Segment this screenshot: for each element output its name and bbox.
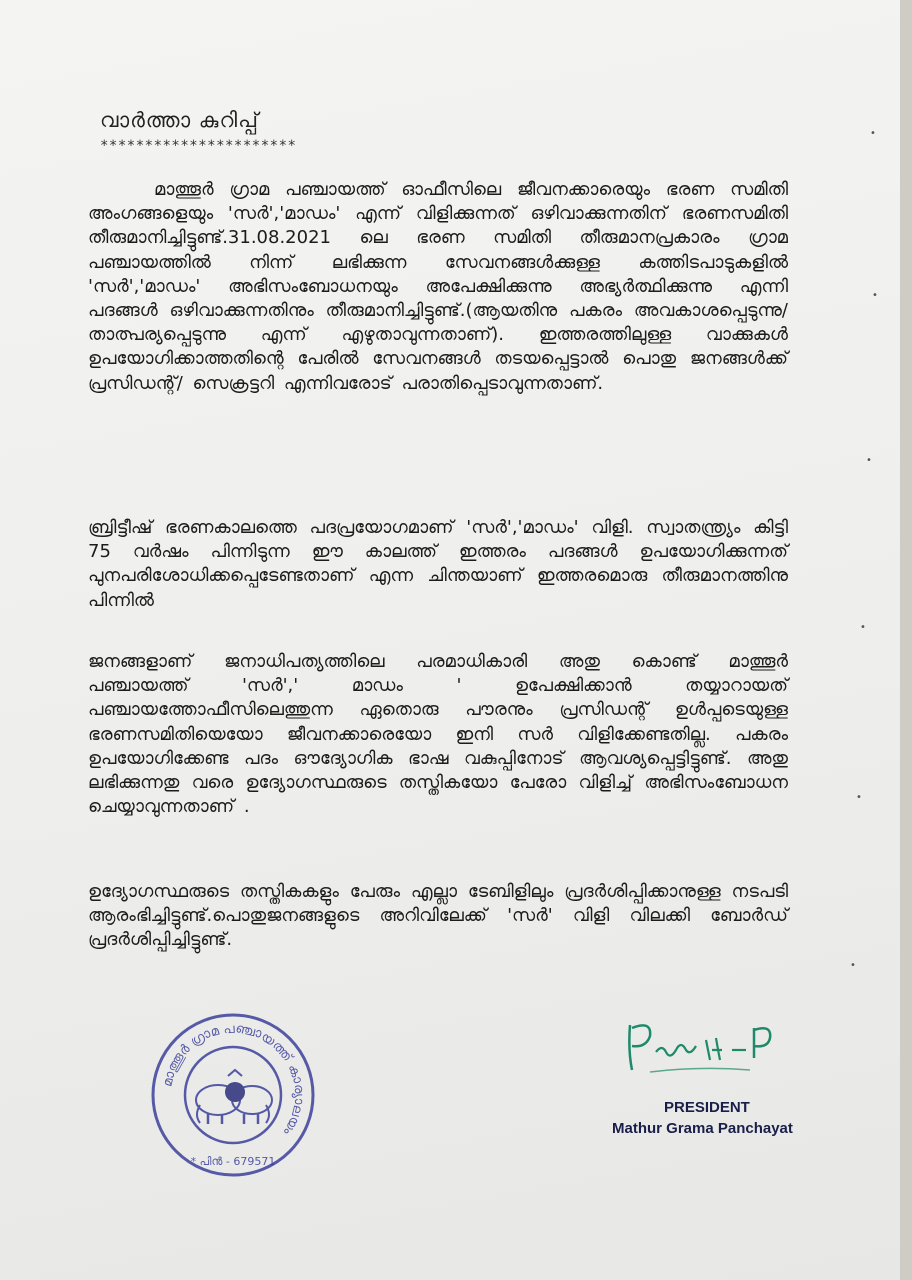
press-note-heading: വാർത്താ കുറിപ്പ് (100, 108, 259, 132)
panchayat-seal (148, 1010, 318, 1180)
president-signature (620, 1010, 800, 1090)
margin-speck: • (872, 290, 878, 301)
svg-text:* പിൻ - 679571: * പിൻ - 679571 (190, 1155, 276, 1168)
margin-speck: • (860, 622, 866, 633)
paragraph-3: ജനങ്ങളാണ് ജനാധിപത്യത്തിലെ പരമാധികാരി അതു കൊണ്ട് മാത്തൂർ പഞ്ചായത്ത് 'സർ',' മാഡം ' ഉപേക്ഷിക്കാൻ തയ്യാറായത് പഞ്ചായത്തോഫീസിലെത്തുന്ന ഏതൊരു പൗരനും പ്രസിഡന്റ് ഉൾപ്പടെയുള്ള ഭരണസമിതിയെയോ ജീവനക്കാരെയോ ഇനി സർ വിളിക്കേണ്ടതില്ല. പകരം ഉപയോഗിക്കേണ്ട പദം ഔദ്യോഗിക ഭാഷ വകുപ്പിനോട് ആവശ്യപ്പെട്ടിട്ടുണ്ട്. അതു ലഭിക്കുന്നതു വരെ ഉദ്യോഗസ്ഥരുടെ തസ്തികയോ പേരോ വിളിച്ച് അഭിസംബോധന ചെയ്യാവുന്നതാണ് . (88, 651, 788, 818)
signatory-title: PRESIDENT (664, 1099, 750, 1116)
paragraph-1: മാത്തൂർ ഗ്രാമ പഞ്ചായത്ത് ഓഫീസിലെ ജീവനക്കാരെയും ഭരണ സമിതി അംഗങ്ങളെയും 'സർ','മാഡം' എന്ന് വിളിക്കുന്നത് ഒഴിവാക്കുന്നതിന് ഭരണസമിതി തീരുമാനിച്ചിട്ടുണ്ട്.31.08.2021 ലെ ഭരണ സമിതി തീരുമാനപ്രകാരം ഗ്രാമ പഞ്ചായത്തിൽ നിന്ന് ലഭിക്കുന്ന സേവനങ്ങൾക്കുള്ള കത്തിടപാടുകളിൽ 'സർ','മാഡം' അഭിസംബോധനയും അപേക്ഷിക്കുന്നു അഭ്യർത്ഥിക്കുന്നു എന്നി പദങ്ങൾ ഒഴിവാക്കുന്നതിനും തീരുമാനിച്ചിട്ടുണ്ട്.(ആയതിനു പകരം അവകാശപ്പെടുന്നു/താത്പര്യപ്പെടുന്നു എന്ന് എഴുതാവുന്നതാണ്). ഇത്തരത്തിലുള്ള വാക്കുകൾ ഉപയോഗിക്കാത്തതിന്റെ പേരിൽ സേവനങ്ങൾ തടയപ്പെട്ടാൽ പൊതു ജനങ്ങൾക്ക് പ്രസിഡന്റ്/ സെക്രട്ടറി എന്നിവരോട് പരാതിപ്പെടാവുന്നതാണ്. (88, 179, 788, 394)
margin-speck: • (870, 128, 876, 139)
svg-text:മാത്തൂർ ഗ്രാമ പഞ്ചായത്ത് കാര്യ: മാത്തൂർ ഗ്രാമ പഞ്ചായത്ത് കാര്യാലയം (160, 1020, 307, 1138)
signatory-organization: Mathur Grama Panchayat (612, 1120, 793, 1137)
heading-underline-stars: ********************** (100, 138, 297, 154)
margin-speck: • (866, 455, 872, 466)
paragraph-2: ബ്രിട്ടീഷ് ഭരണകാലത്തെ പദപ്രയോഗമാണ് 'സർ','മാഡം' വിളി. സ്വാതന്ത്ര്യം കിട്ടി 75 വർഷം പിന്നിടുന്ന ഈ കാലത്ത് ഇത്തരം പദങ്ങൾ ഉപയോഗിക്കുന്നത് പുനപരിശോധിക്കപ്പെടേണ്ടതാണ് എന്ന ചിന്തയാണ് ഇത്തരമൊരു തീരുമാനത്തിനു പിന്നിൽ (88, 517, 788, 611)
margin-speck: • (850, 960, 856, 971)
scan-background-edge (900, 0, 912, 1280)
margin-speck: • (856, 792, 862, 803)
elephant-emblem-icon (196, 1070, 272, 1124)
paragraph-4: ഉദ്യോഗസ്ഥരുടെ തസ്തികകളും പേരും എല്ലാ ടേബിളിലും പ്രദർശിപ്പിക്കാനുള്ള നടപടി ആരംഭിച്ചിട്ടുണ്ട്.പൊതുജനങ്ങളുടെ അറിവിലേക്ക് 'സർ' വിളി വിലക്കി ബോർഡ് പ്രദർശിപ്പിച്ചിട്ടുണ്ട്. (88, 881, 788, 951)
